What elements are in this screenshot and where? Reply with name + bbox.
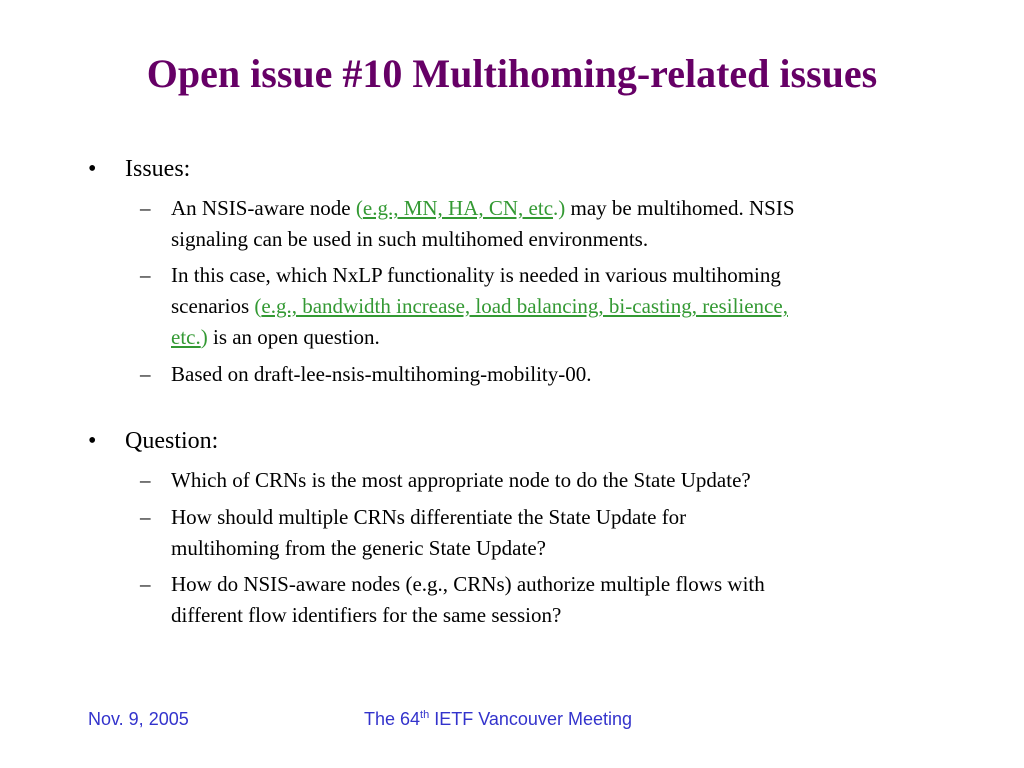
- dash-marker: –: [140, 362, 151, 386]
- issues-item-1-line-1: An NSIS-aware node (e.g., MN, HA, CN, etc.) may be multihomed. NSIS: [171, 196, 795, 220]
- bullet-marker: •: [88, 428, 97, 454]
- footer-date: Nov. 9, 2005: [88, 709, 189, 729]
- question-item-2-line-2: multihoming from the generic State Update?: [171, 536, 546, 560]
- issues-item-2-line-2: scenarios (e.g., bandwidth increase, load balancing, bi-casting, resilience,: [171, 294, 788, 318]
- issues-item-1-line-2: signaling can be used in such multihomed environments.: [171, 227, 649, 251]
- question-item-3-line-1: How do NSIS-aware nodes (e.g., CRNs) authorize multiple flows with: [171, 572, 765, 596]
- issues-item-2-link[interactable]: e.g., bandwidth increase, load balancing, bi-casting, resilience,: [261, 294, 788, 318]
- footer-meeting: The 64th IETF Vancouver Meeting: [364, 709, 632, 729]
- issues-item-1-link[interactable]: e.g., MN, HA, CN, etc: [362, 196, 554, 220]
- dash-marker: –: [140, 505, 151, 529]
- issues-item-2-line-1: In this case, which NxLP functionality is needed in various multihoming: [171, 263, 781, 287]
- question-heading: Question:: [125, 428, 219, 454]
- issues-item-2-link-cont[interactable]: etc.: [171, 325, 201, 349]
- question-item-1-text: Which of CRNs is the most appropriate node to do the State Update?: [171, 468, 751, 492]
- dash-marker: –: [140, 196, 151, 220]
- issues-item-2-line-3: etc.) is an open question.: [171, 325, 380, 349]
- dash-marker: –: [140, 572, 151, 596]
- issues-item-3-text: Based on draft-lee-nsis-multihoming-mobility-00.: [171, 362, 592, 386]
- dash-marker: –: [140, 263, 151, 287]
- question-item-2-line-1: How should multiple CRNs differentiate the State Update for: [171, 505, 687, 529]
- dash-marker: –: [140, 468, 151, 492]
- question-item-3-line-2: different flow identifiers for the same session?: [171, 603, 562, 627]
- slide-title: Open issue #10 Multihoming-related issues: [146, 51, 878, 96]
- issues-heading: Issues:: [125, 156, 191, 182]
- bullet-marker: •: [88, 156, 97, 182]
